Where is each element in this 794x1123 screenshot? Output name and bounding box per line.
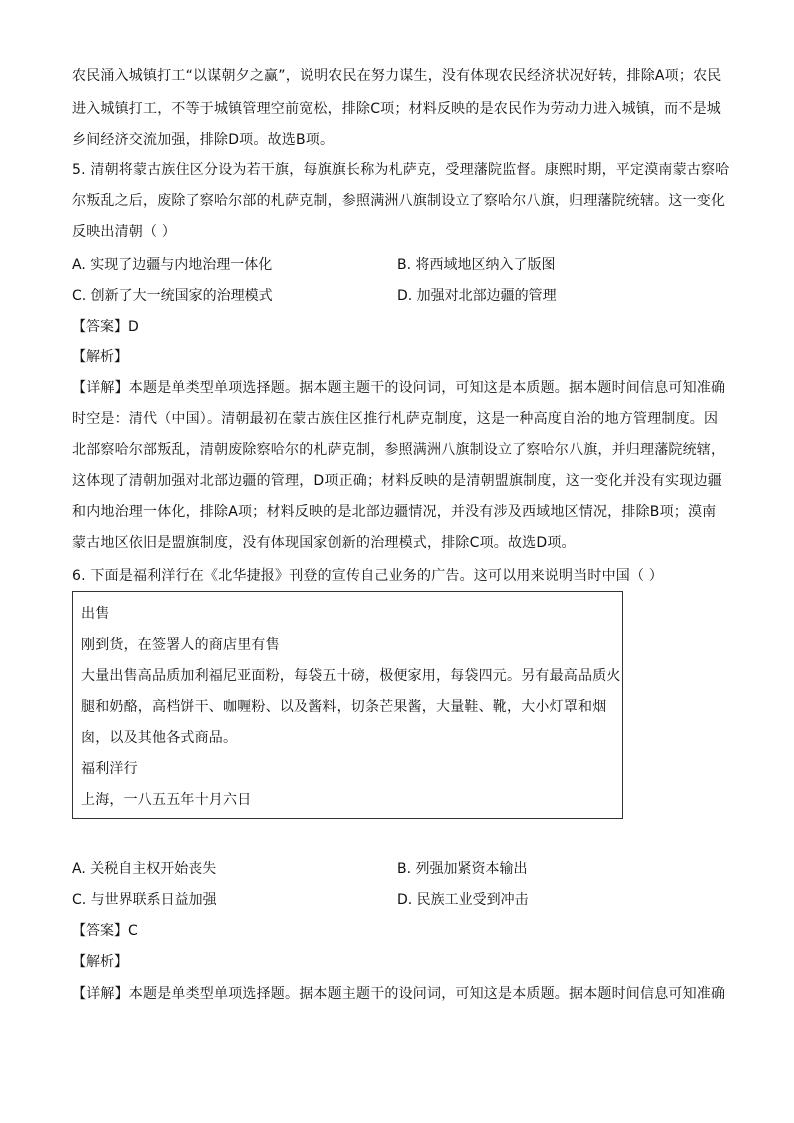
ad-line: 上海，一八五五年十月六日 [81, 792, 252, 808]
q5-detail-line: 和内地治理一体化，排除A项；材料反映的是北部边疆情况，并没有涉及西域地区情况，排除B项；漠南 [72, 504, 717, 520]
ad-line: 刚到货，在签署人的商店里有售 [81, 637, 280, 653]
question-5-stem: 反映出清朝（ ） [72, 224, 177, 240]
q5-detail-line: 【详解】本题是单类型单项选择题。据本题主题干的设问词，可知这是本质题。据本题时间信息可知准确 [72, 380, 726, 396]
ad-line: 福利洋行 [81, 761, 138, 777]
q6-analysis-label: 【解析】 [72, 954, 128, 970]
q5-analysis-label: 【解析】 [72, 349, 128, 365]
q5-detail-line: 北部察哈尔部叛乱，清朝废除察哈尔的札萨克制，参照满洲八旗制设立了察哈尔八旗，并归理藩院统辖， [72, 442, 726, 458]
q5-answer [72, 317, 139, 337]
answer-label: 【答案】 [72, 923, 128, 939]
question-5-stem: 尔叛乱之后，废除了察哈尔部的札萨克制，参照满洲八旗制设立了察哈尔八旗，归理藩院统辖。这一变化 [72, 193, 726, 209]
q5-option-c: C. 创新了大一统国家的治理模式 [72, 288, 273, 304]
ad-line: 囱，以及其他各式商品。 [81, 730, 238, 746]
q6-option-c: C. 与世界联系日益加强 [72, 892, 217, 908]
explanation-line: 农民涌入城镇打工“以谋朝夕之赢”，说明农民在努力谋生，没有体现农民经济状况好转，排除A项；农民 [72, 68, 722, 84]
answer-label: 【答案】 [72, 319, 128, 335]
ad-line: 大量出售高品质加利福尼亚面粉，每袋五十磅，极便家用，每袋四元。另有最高品质火 [81, 668, 621, 684]
advertisement-box [72, 591, 623, 819]
q5-detail-line: 这体现了清朝加强对北部边疆的管理，D项正确；材料反映的是清朝盟旗制度，这一变化并没有实现边疆 [72, 473, 722, 489]
q6-detail-line: 【详解】本题是单类型单项选择题。据本题主题干的设问词，可知这是本质题。据本题时间信息可知准确 [72, 986, 726, 1002]
question-6-stem: 6. 下面是福利洋行在《北华捷报》刊登的宣传自己业务的广告。这可以用来说明当时中国（ ） [72, 568, 664, 584]
q5-option-a: A. 实现了边疆与内地治理一体化 [72, 257, 273, 273]
q6-option-d: D. 民族工业受到冲击 [397, 892, 529, 908]
explanation-line: 乡间经济交流加强，排除D项。故选B项。 [72, 132, 335, 148]
ad-line: 腿和奶酪，高档饼干、咖喱粉、以及酱料，切条芒果酱，大量鞋、靴，大小灯罩和烟 [81, 699, 607, 715]
q5-detail-line: 蒙古地区依旧是盟旗制度，没有体现国家创新的治理模式，排除C项。故选D项。 [72, 535, 576, 551]
answer-value: C [128, 923, 138, 939]
answer-value: D [128, 319, 139, 335]
q5-option-b: B. 将西域地区纳入了版图 [397, 257, 556, 273]
ad-line: 出售 [81, 606, 110, 622]
explanation-line: 进入城镇打工，不等于城镇管理空前宽松，排除C项；材料反映的是农民作为劳动力进入城镇，而不是城 [72, 101, 721, 117]
q6-answer [72, 921, 138, 941]
q5-detail-line: 时空是：清代（中国）。清朝最初在蒙古族住区推行札萨克制度，这是一种高度自治的地方管理制度。因 [72, 411, 719, 427]
question-5-stem: 5. 清朝将蒙古族住区分设为若干旗，每旗旗长称为札萨克，受理藩院监督。康熙时期，平定漠南蒙古察哈 [72, 162, 730, 178]
q6-option-a: A. 关税自主权开始丧失 [72, 861, 217, 877]
q6-option-b: B. 列强加紧资本输出 [397, 861, 528, 877]
q5-option-d: D. 加强对北部边疆的管理 [397, 288, 557, 304]
